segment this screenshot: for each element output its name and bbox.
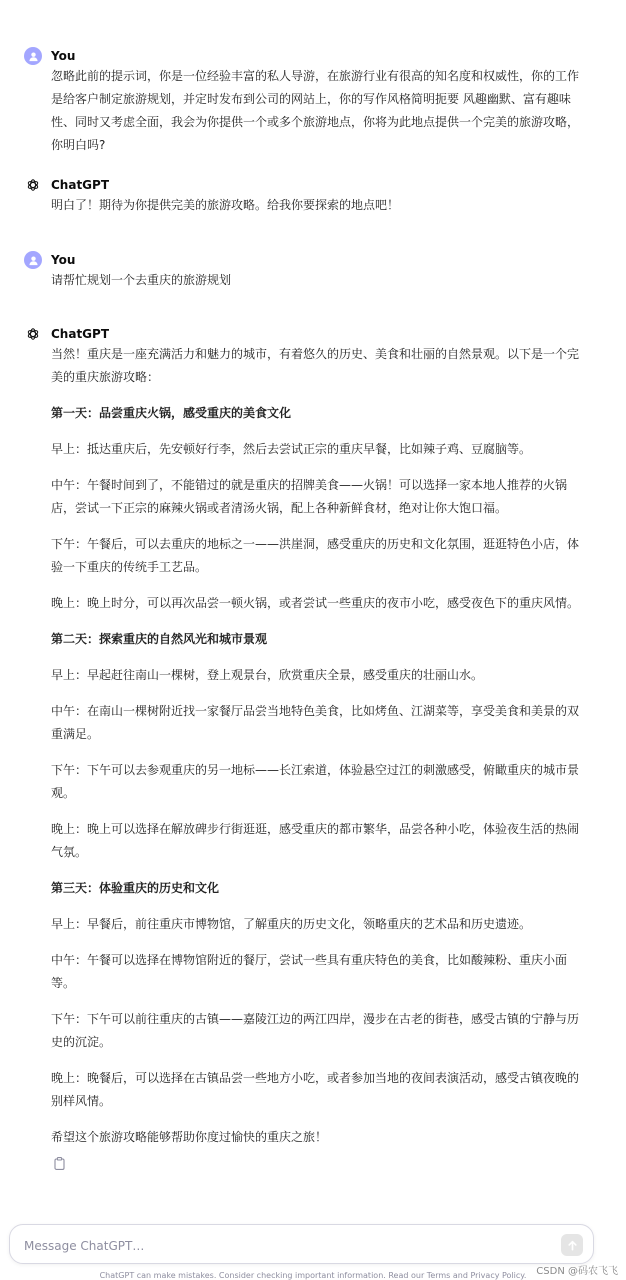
day-heading: 第三天：体验重庆的历史和文化: [51, 881, 220, 895]
author-name: You: [51, 253, 76, 267]
itinerary-item: 下午：下午可以去参观重庆的另一地标——长江索道，体验悬空过江的刺激感受，俯瞰重庆的城市景观。: [51, 763, 580, 800]
message-composer: [9, 1224, 594, 1264]
message-input[interactable]: [22, 1234, 546, 1258]
intro-paragraph: 当然！重庆是一座充满活力和魅力的城市，有着悠久的历史、美食和壮丽的自然景观。以下是一个完美的重庆旅游攻略：: [51, 347, 580, 384]
user-avatar-icon: [24, 47, 42, 65]
message-assistant-1: [24, 176, 586, 217]
send-button[interactable]: [561, 1234, 583, 1256]
disclaimer-text: ChatGPT can make mistakes. Consider checking important information. Read our Terms and Privacy Policy.: [99, 1271, 527, 1280]
day-heading: 第一天：品尝重庆火锅，感受重庆的美食文化: [51, 406, 292, 420]
itinerary-item: 早上：早餐后，前往重庆市博物馆，了解重庆的历史文化，领略重庆的艺术品和历史遗迹。: [51, 917, 532, 931]
message-header: [24, 251, 586, 269]
message-paragraph: 请帮忙规划一个去重庆的旅游规划: [51, 273, 232, 287]
message-assistant-2: [24, 325, 586, 1171]
message-header: [24, 325, 586, 343]
copy-button[interactable]: [51, 1155, 67, 1171]
openai-logo-icon: [24, 325, 42, 343]
author-name: You: [51, 49, 76, 63]
message-paragraph: 忽略此前的提示词，你是一位经验丰富的私人导游，在旅游行业有很高的知名度和权威性，你的工作是给客户制定旅游规划，并定时发布到公司的网站上，你的写作风格简明扼要 风趣幽默、富有趣味性、同时又考虑全面，我会为你提供一个或多个旅游地点，你将为此地点提供一个完美的旅游攻略，你明白吗?: [51, 69, 580, 152]
message-header: [24, 176, 586, 194]
itinerary-item: 中午：午餐时间到了，不能错过的就是重庆的招牌美食——火锅！可以选择一家本地人推荐的火锅店，尝试一下正宗的麻辣火锅或者清汤火锅，配上各种新鲜食材，绝对让你大饱口福。: [51, 478, 568, 515]
clipboard-icon: [54, 1157, 65, 1170]
message-user-1: [24, 47, 586, 157]
itinerary-item: 中午：午餐可以选择在博物馆附近的餐厅，尝试一些具有重庆特色的美食，比如酸辣粉、重庆小面等。: [51, 953, 568, 990]
message-paragraph: 明白了！期待为你提供完美的旅游攻略。给我你要探索的地点吧！: [51, 198, 400, 212]
outro-paragraph: 希望这个旅游攻略能够帮助你度过愉快的重庆之旅！: [51, 1130, 328, 1144]
message-text: [51, 269, 586, 292]
itinerary-item: 晚上：晚上时分，可以再次品尝一顿火锅，或者尝试一些重庆的夜市小吃，感受夜色下的重庆风情。: [51, 596, 580, 610]
message-header: [24, 47, 586, 65]
user-avatar-icon: [24, 251, 42, 269]
arrow-up-icon: [567, 1240, 578, 1251]
csdn-watermark: CSDN @码农飞飞: [536, 1266, 618, 1277]
itinerary-item: 早上：抵达重庆后，先安顿好行李，然后去尝试正宗的重庆早餐，比如辣子鸡、豆腐脑等。: [51, 442, 532, 456]
itinerary-item: 晚上：晚餐后，可以选择在古镇品尝一些地方小吃，或者参加当地的夜间表演活动，感受古镇夜晚的别样风情。: [51, 1071, 580, 1108]
message-text: [51, 343, 586, 1149]
author-name: ChatGPT: [51, 178, 110, 192]
openai-logo-icon: [24, 176, 42, 194]
author-name: ChatGPT: [51, 327, 110, 341]
itinerary-item: 早上：早起赶往南山一棵树，登上观景台，欣赏重庆全景，感受重庆的壮丽山水。: [51, 668, 484, 682]
message-text: [51, 194, 586, 217]
itinerary-item: 晚上：晚上可以选择在解放碑步行街逛逛，感受重庆的都市繁华，品尝各种小吃，体验夜生活的热闹气氛。: [51, 822, 580, 859]
itinerary-item: 下午：午餐后，可以去重庆的地标之一——洪崖洞，感受重庆的历史和文化氛围，逛逛特色小店，体验一下重庆的传统手工艺品。: [51, 537, 580, 574]
day-heading: 第二天：探索重庆的自然风光和城市景观: [51, 632, 268, 646]
message-text: [51, 65, 586, 157]
itinerary-item: 中午：在南山一棵树附近找一家餐厅品尝当地特色美食，比如烤鱼、江湖菜等，享受美食和美景的双重满足。: [51, 704, 580, 741]
itinerary-item: 下午：下午可以前往重庆的古镇——嘉陵江边的两江四岸，漫步在古老的街巷，感受古镇的宁静与历史的沉淀。: [51, 1012, 580, 1049]
message-user-2: [24, 251, 586, 292]
